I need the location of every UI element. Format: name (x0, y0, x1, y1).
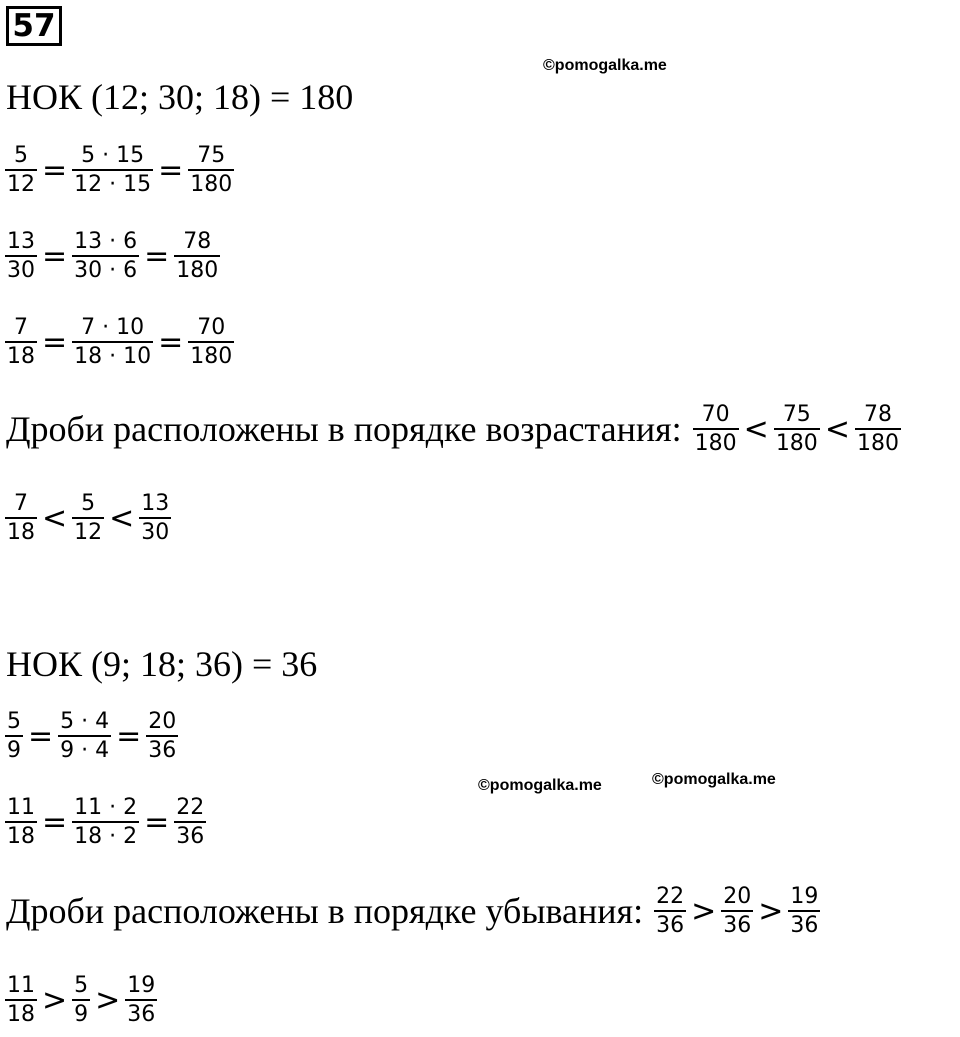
fraction: $\frac{13}{30}$ (7, 229, 35, 283)
equation-row (4, 142, 235, 198)
less-than-sign: < (824, 411, 850, 447)
less-than-sign: < (743, 411, 769, 447)
equation-row (4, 314, 235, 370)
fraction: $\frac{7}{18}$ (7, 315, 35, 369)
fraction: $\frac{20}{36}$ (148, 709, 177, 763)
fraction: $\frac{20}{36}$ (723, 884, 752, 938)
equals-sign: = (42, 238, 68, 274)
fraction: $\frac{70}{180}$ (190, 315, 233, 369)
fraction: $\frac{11}{18}$ (7, 973, 35, 1027)
equals-sign: = (116, 718, 142, 754)
equals-sign: = (42, 324, 68, 360)
lcm-line-2: НОК (9; 18; 36) = 36 (6, 644, 318, 684)
order-line-1 (6, 401, 902, 457)
fraction: $\frac{75}{180}$ (190, 143, 233, 197)
equals-sign: = (158, 324, 184, 360)
watermark: ©pomogalka.me (478, 777, 602, 794)
order-line-2 (6, 883, 821, 939)
fraction: $\frac{11}{18}$ (7, 795, 35, 849)
fraction: $\frac{7}{18}$ (7, 491, 35, 545)
equals-sign: = (158, 152, 184, 188)
fraction: $\frac{11 \cdot 2}{18 \cdot 2}$ (74, 795, 138, 849)
fraction: $\frac{22}{36}$ (176, 795, 205, 849)
fraction: $\frac{13}{30}$ (141, 491, 170, 545)
fraction: $\frac{5 \cdot 15}{12 \cdot 15}$ (74, 143, 152, 197)
equals-sign: = (42, 152, 68, 188)
equals-sign: = (28, 718, 54, 754)
result-line-1 (4, 490, 172, 546)
order-text: Дроби расположены в порядке возрастания: (6, 409, 682, 449)
equals-sign: = (42, 804, 68, 840)
fraction: $\frac{13 \cdot 6}{30 \cdot 6}$ (74, 229, 138, 283)
task-number: 57 (6, 6, 62, 46)
fraction: $\frac{75}{180}$ (775, 402, 818, 456)
equation-row (4, 794, 207, 850)
fraction: $\frac{22}{36}$ (656, 884, 685, 938)
fraction: $\frac{5}{9}$ (74, 973, 89, 1027)
greater-than-sign: > (42, 982, 68, 1018)
fraction: $\frac{78}{180}$ (176, 229, 219, 283)
equals-sign: = (144, 238, 170, 274)
watermark: ©pomogalka.me (543, 57, 667, 74)
less-than-sign: < (42, 500, 68, 536)
fraction: $\frac{5}{12}$ (74, 491, 103, 545)
lcm-line-1: НОК (12; 30; 18) = 180 (6, 77, 354, 117)
greater-than-sign: > (691, 893, 717, 929)
watermark: ©pomogalka.me (652, 771, 776, 788)
greater-than-sign: > (758, 893, 784, 929)
fraction: $\frac{7 \cdot 10}{18 \cdot 10}$ (74, 315, 152, 369)
fraction: $\frac{19}{36}$ (127, 973, 156, 1027)
equation-row (4, 708, 179, 764)
fraction: $\frac{78}{180}$ (856, 402, 899, 456)
fraction: $\frac{5}{12}$ (7, 143, 35, 197)
fraction: $\frac{5}{9}$ (7, 709, 21, 763)
equation-row (4, 228, 221, 284)
greater-than-sign: > (95, 982, 121, 1018)
fraction: $\frac{5 \cdot 4}{9 \cdot 4}$ (60, 709, 110, 763)
result-line-2 (4, 972, 158, 1028)
fraction: $\frac{70}{180}$ (694, 402, 737, 456)
equals-sign: = (144, 804, 170, 840)
less-than-sign: < (109, 500, 135, 536)
fraction: $\frac{19}{36}$ (790, 884, 819, 938)
order-text: Дроби расположены в порядке убывания: (6, 891, 644, 931)
